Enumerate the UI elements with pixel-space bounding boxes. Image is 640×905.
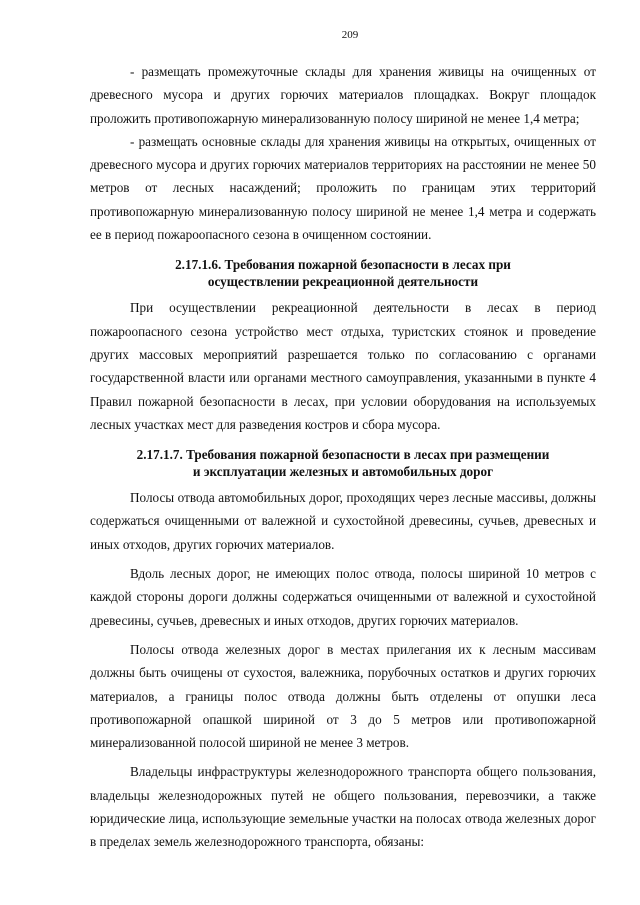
paragraph-railway-strips: Полосы отвода железных дорог в местах прилегания их к лесным массивам должны быть очищены от сухостоя, валежника, порубочных остатков и других горючих материалов, а границы полос отвода должны быть отделены от опушки леса противопожарной опашкой шириной от 3 до 5 метров или противопожарной минерализованной полосой шириной не менее 3 метров. xyxy=(90,641,596,751)
paragraph-storage-main: - размещать основные склады для хранения живицы на открытых, очищенных от древесного мусора и других горючих материалов территориях на расстоянии не менее 50 метров от лесных насаждений; проложить по границам этих территорий противопожарную минерализованную полосу шириной не менее 1,4 метра и содержать ее в период пожароопасного сезона в очищенном состоянии. xyxy=(90,133,596,243)
section-heading-recreation xyxy=(90,256,596,290)
section-heading-roads-line2: и эксплуатации железных и автомобильных дорог xyxy=(192,464,494,480)
section-heading-roads-line1: 2.17.1.7. Требования пожарной безопасности в лесах при размещении xyxy=(136,447,550,463)
document-page xyxy=(90,28,596,854)
paragraph-storage-intermediate: - размещать промежуточные склады для хранения живицы на очищенных от древесного мусора и других горючих материалов площадках. Вокруг площадок проложить противопожарную минерализованную полосу шириной не менее 1,4 метра; xyxy=(90,64,596,126)
section-heading-roads xyxy=(90,446,596,480)
paragraph-recreation: При осуществлении рекреационной деятельности в лесах в период пожароопасного сезона устройство мест отдыха, туристских стоянок и проведение других массовых мероприятий разрешается только по согласованию с органами государственной власти или органами местного самоуправления, указанными в пункте 4 Правил пожарной безопасности в лесах, при условии оборудования на используемых лесных участках мест для разведения костров и сбора мусора. xyxy=(90,300,596,432)
section-heading-recreation-line1: 2.17.1.6. Требования пожарной безопасности в лесах при xyxy=(175,257,511,273)
page-number: 209 xyxy=(341,29,359,41)
paragraph-forest-roads: Вдоль лесных дорог, не имеющих полос отвода, полосы шириной 10 метров с каждой стороны дороги должны содержаться очищенными от валежной и сухостойной древесины, сучьев, древесных и иных отходов, других горючих материалов. xyxy=(90,566,596,628)
section-heading-recreation-line2: осуществлении рекреационной деятельности xyxy=(207,274,479,290)
paragraph-railway-owners: Владельцы инфраструктуры железнодорожного транспорта общего пользования, владельцы железнодорожных путей не общего пользования, перевозчики, а также юридические лица, использующие земельные участки на полосах отвода железных дорог в пределах земель железнодорожного транспорта, обязаны: xyxy=(90,764,596,850)
paragraph-road-strips: Полосы отвода автомобильных дорог, проходящих через лесные массивы, должны содержаться очищенными от валежной и сухостойной древесины, сучьев, древесных и иных отходов, других горючих материалов. xyxy=(90,490,596,552)
